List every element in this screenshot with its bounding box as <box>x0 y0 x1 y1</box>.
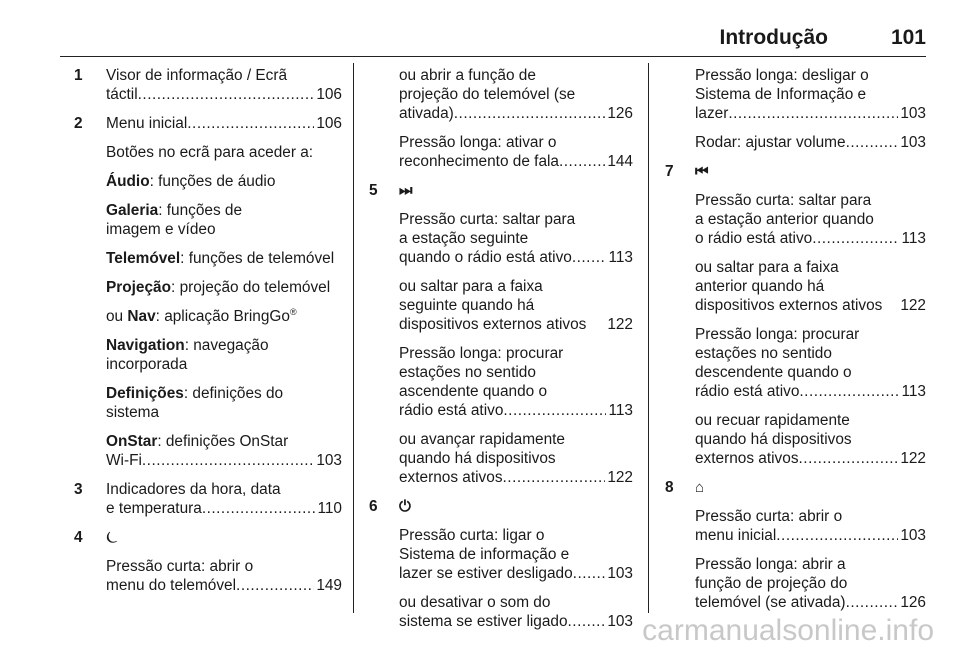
list-item: 4 ⏾ <box>74 529 118 546</box>
page-ref: 103 <box>607 565 633 582</box>
list-item: 6 ⏻ <box>369 498 411 515</box>
page-ref: 106 <box>316 115 342 132</box>
page-ref: 126 <box>900 594 926 611</box>
paragraph: Projeção: projeção do telemóvel <box>106 279 331 296</box>
paragraph: Telemóvel: funções de telemóvel <box>106 250 335 267</box>
paragraph: Pressão longa: ativar o reconhecimento de fala ..... 144 <box>358 133 633 171</box>
page-ref: 103 <box>316 452 342 469</box>
column-3 <box>654 66 926 622</box>
page-ref: 126 <box>607 105 633 122</box>
paragraph: Pressão longa: procurar estações no sentido ascendente quando o rádio está ativo ..... 113 <box>358 344 633 420</box>
page-ref: 103 <box>607 613 633 630</box>
page-ref: 113 <box>901 383 926 400</box>
paragraph: ou avançar rapidamente quando há dispositivos externos ativos ..... 122 <box>358 430 633 487</box>
power-icon: ⏻ <box>399 498 411 515</box>
paragraph: Rodar: ajustar volume ..... 103 <box>654 133 926 152</box>
column-1 <box>60 66 342 605</box>
paragraph: Áudio: funções de áudio <box>106 173 276 190</box>
paragraph: Pressão curta: abrir o menu do telemóvel ..... 149 <box>60 557 342 595</box>
paragraph: ou saltar para a faixa seguinte quando há dispositivos externos ativos 122 <box>399 278 633 333</box>
page-ref: 144 <box>607 153 633 170</box>
paragraph: Pressão longa: procurar estações no sentido descendente quando o rádio está ativo ..... 113 <box>654 325 926 401</box>
page-ref: 106 <box>316 86 342 103</box>
paragraph: ou abrir a função de projeção do telemóvel (se ativada) ..... 126 <box>358 66 633 123</box>
page-ref: 113 <box>608 402 633 419</box>
paragraph: Pressão curta: saltar para a estação anterior quando o rádio está ativo ..... 113 <box>654 191 926 248</box>
watermark: carmanualsonline.info <box>642 614 934 647</box>
page-ref: 113 <box>608 249 633 266</box>
page-ref: 113 <box>901 230 926 247</box>
page-ref: 110 <box>317 500 342 517</box>
list-item: 7 ⏮ <box>665 163 709 180</box>
paragraph: Pressão longa: desligar o Sistema de Informação e lazer ..... 103 <box>654 66 926 123</box>
paragraph: Botões no ecrã para aceder a: <box>106 144 314 161</box>
page-ref: 122 <box>607 469 633 486</box>
page-number: 101 <box>890 26 926 49</box>
page-ref: 103 <box>900 105 926 122</box>
page-title: Introdução <box>719 26 828 49</box>
paragraph: Definições: definições do sistema <box>106 385 284 421</box>
list-item: 5 ⏭ <box>369 182 413 199</box>
page-ref: 149 <box>316 577 342 594</box>
list-item: 8 ⌂ <box>665 479 705 496</box>
paragraph: Pressão curta: saltar para a estação seguinte quando o rádio está ativo ..... 113 <box>358 210 633 267</box>
previous-track-icon: ⏮ <box>695 163 709 180</box>
page-ref: 122 <box>900 297 926 314</box>
paragraph: ou saltar para a faixa anterior quando há dispositivos externos ativos 122 <box>695 259 926 314</box>
home-icon: ⌂ <box>695 479 705 496</box>
page-ref: 122 <box>900 450 926 467</box>
list-item: 3 Indicadores da hora, data e temperatura ..... 110 <box>60 480 342 518</box>
paragraph: Pressão longa: abrir a função de projeção do telemóvel (se ativada) ..... 126 <box>654 555 926 612</box>
list-item: 1 Visor de informação / Ecrã táctil ..... 106 <box>60 66 342 104</box>
column-2 <box>358 66 633 641</box>
phone-icon: ⏾ <box>106 529 118 546</box>
paragraph: Pressão curta: abrir o menu inicial ..... 103 <box>654 507 926 545</box>
paragraph: Navigation: navegação incorporada <box>106 337 269 373</box>
paragraph: ou recuar rapidamente quando há dispositivos externos ativos ..... 122 <box>654 411 926 468</box>
page-ref: 122 <box>607 316 633 333</box>
paragraph: OnStar: definições OnStar Wi-Fi ..... 103 <box>60 432 342 470</box>
list-item: 2 Menu inicial ..... 106 <box>60 114 342 133</box>
page-ref: 103 <box>900 527 926 544</box>
paragraph: ou desativar o som do sistema se estiver ligado ..... 103 <box>358 593 633 631</box>
page-ref: 103 <box>900 134 926 151</box>
page-header <box>60 26 926 57</box>
paragraph: ou Nav: aplicação BringGo® <box>106 306 297 325</box>
paragraph: Galeria: funções de imagem e vídeo <box>106 202 243 238</box>
paragraph: Pressão curta: ligar o Sistema de informação e lazer se estiver desligado ..... 103 <box>358 526 633 583</box>
next-track-icon: ⏭ <box>399 182 413 199</box>
column-divider <box>648 63 649 613</box>
column-divider <box>353 63 354 613</box>
